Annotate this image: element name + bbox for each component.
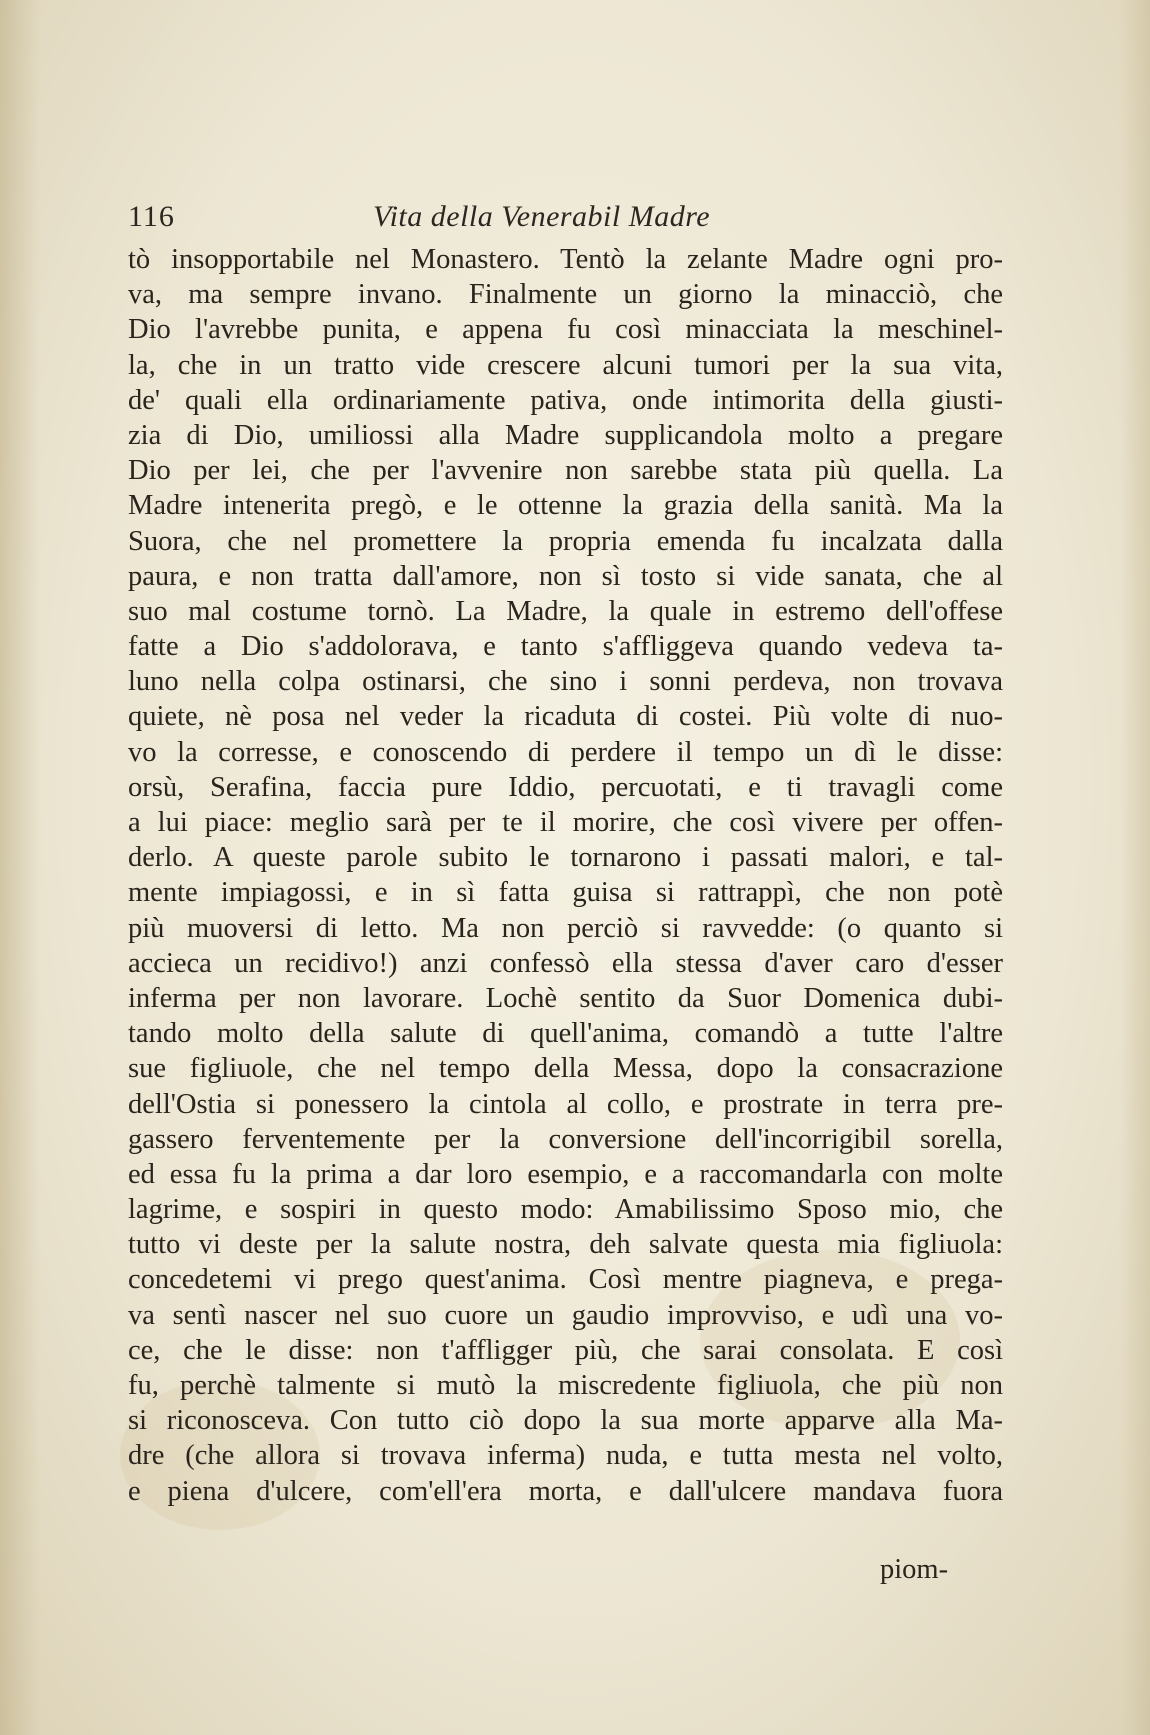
text-line: luno nella colpa ostinarsi, che sino i sonni perdeva, non trovava [128, 666, 1003, 698]
text-line: vo la corresse, e conoscendo di perdere il tempo un dì le disse: [128, 736, 1003, 768]
text-line: fatte a Dio s'addolorava, e tanto s'affliggeva quando vedeva ta- [128, 631, 1003, 663]
text-line: fu, perchè talmente si mutò la miscredente figliuola, che più non [128, 1370, 1003, 1401]
text-line: e piena d'ulcere, com'ell'era morta, e dall'ulcere mandava fuora [128, 1475, 1003, 1507]
text-line: tò insopportabile nel Monastero. Tentò la zelante Madre ogni pro- [128, 244, 1003, 275]
text-line: quiete, nè posa nel veder la ricaduta di costei. Più volte di nuo- [128, 701, 1003, 733]
text-line: Dio l'avrebbe punita, e appena fu così minacciata la meschinel- [128, 314, 1003, 346]
text-line: inferma per non lavorare. Lochè sentito da Suor Domenica dubi- [128, 982, 1003, 1014]
text-line: sue figliuole, che nel tempo della Messa, dopo la consacrazione [128, 1053, 1003, 1085]
text-line: va, ma sempre invano. Finalmente un giorno la minacciò, che [128, 279, 1003, 311]
text-line: tutto vi deste per la salute nostra, deh salvate questa mia figliuola: [128, 1229, 1003, 1261]
text-line: Dio per lei, che per l'avvenire non sarebbe stata più quella. La [128, 455, 1003, 487]
text-line: tando molto della salute di quell'anima, comandò a tutte l'altre [128, 1018, 1003, 1050]
text-line: va sentì nascer nel suo cuore un gaudio improvviso, e udì una vo- [128, 1299, 1003, 1331]
text-line: accieca un recidivo!) anzi confessò ella stessa d'aver caro d'esser [128, 947, 1003, 979]
text-line: orsù, Serafina, faccia pure Iddio, percuotati, e ti travagli come [128, 771, 1003, 803]
text-line: suo mal costume tornò. La Madre, la quale in estremo dell'offese [128, 595, 1003, 627]
catchword: piom- [880, 1554, 949, 1585]
text-line: zia di Dio, umiliossi alla Madre supplicandola molto a pregare [128, 419, 1003, 451]
text-line: Madre intenerita pregò, e le ottenne la grazia della sanità. Ma la [128, 490, 1003, 522]
page-header [128, 200, 1008, 240]
text-line: mente impiagossi, e in sì fatta guisa si rattrappì, che non potè [128, 877, 1003, 909]
running-head: Vita della Venerabil Madre [373, 200, 711, 233]
text-line: ed essa fu la prima a dar loro esempio, e a raccomandarla con molte [128, 1158, 1003, 1190]
text-line: lagrime, e sospiri in questo modo: Amabilissimo Sposo mio, che [128, 1194, 1003, 1226]
page-number: 116 [128, 200, 175, 233]
text-line: si riconosceva. Con tutto ciò dopo la sua morte apparve alla Ma- [128, 1405, 1003, 1437]
text-line: dre (che allora si trovava inferma) nuda, e tutta mesta nel volto, [128, 1440, 1003, 1472]
text-line: Suora, che nel promettere la propria emenda fu incalzata dalla [128, 525, 1003, 557]
text-line: a lui piace: meglio sarà per te il morire, che così vivere per offen- [128, 807, 1003, 838]
body-text [128, 242, 1003, 1509]
text-line: dell'Ostia si ponessero la cintola al collo, e prostrate in terra pre- [128, 1088, 1003, 1120]
text-line: la, che in un tratto vide crescere alcuni tumori per la sua vita, [128, 349, 1003, 381]
text-line: de' quali ella ordinariamente pativa, onde intimorita della giusti- [128, 384, 1003, 416]
text-line: paura, e non tratta dall'amore, non sì tosto si vide sanata, che al [128, 560, 1003, 592]
text-line: derlo. A queste parole subito le tornarono i passati malori, e tal- [128, 842, 1003, 874]
text-line: concedetemi vi prego quest'anima. Così mentre piagneva, e prega- [128, 1264, 1003, 1296]
page-edge-shadow-left [0, 0, 40, 1735]
page-edge-shadow-right [1120, 0, 1150, 1735]
text-line: gassero ferventemente per la conversione dell'incorrigibil sorella, [128, 1123, 1003, 1155]
text-line: ce, che le disse: non t'affligger più, che sarai consolata. E così [128, 1334, 1003, 1366]
text-line: più muoversi di letto. Ma non perciò si ravvedde: (o quanto si [128, 912, 1003, 944]
